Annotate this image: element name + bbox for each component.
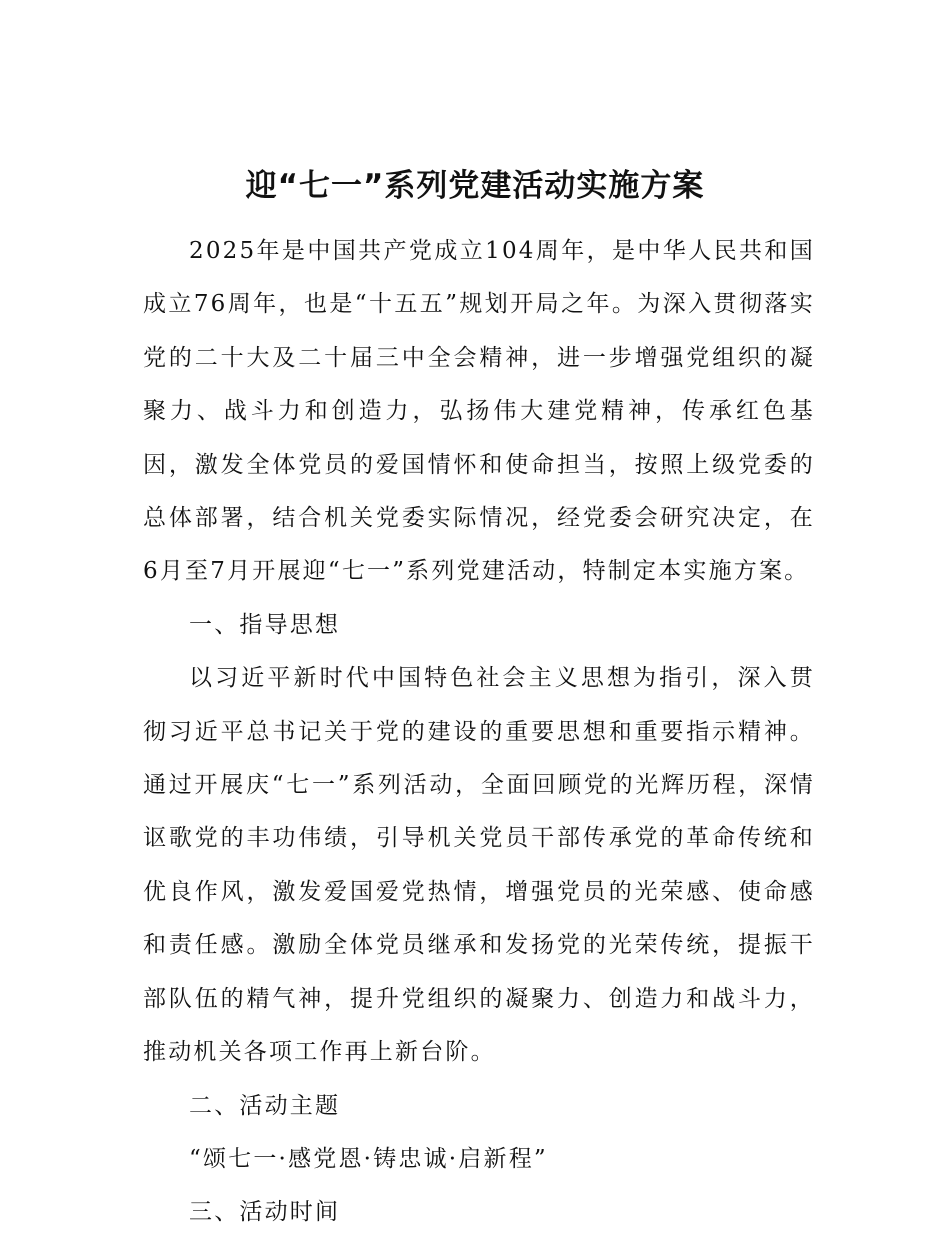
section-heading-guiding-ideology: 一、指导思想 [189, 611, 341, 638]
guiding-ideology-paragraph: 以习近平新时代中国特色社会主义思想为指引，深入贯彻习近平总书记关于党的建设的重要思想和重要指示精神。通过开展庆“七一”系列活动，全面回顾党的光辉历程，深情讴歌党的丰功伟绩，引导机关党员干部传承党的革命传统和优良作风，激发爱国爱党热情，增强党员的光荣感、使命感和责任感。激励全体党员继承和发扬党的光荣传统，提振干部队伍的精气神，提升党组织的凝聚力、创造力和战斗力，推动机关各项工作再上新台阶。 [143, 665, 815, 1066]
document-body [143, 225, 815, 1240]
activity-theme-text: “颂七一·感党恩·铸忠诚·启新程” [189, 1145, 548, 1172]
section-heading-activity-time: 三、活动时间 [189, 1199, 341, 1226]
intro-paragraph: 2025年是中国共产党成立104周年，是中华人民共和国成立76周年，也是“十五五”规划开局之年。为深入贯彻落实党的二十大及二十届三中全会精神，进一步增强党组织的凝聚力、战斗力和创造力，弘扬伟大建党精神，传承红色基因，激发全体党员的爱国情怀和使命担当，按照上级党委的总体部署，结合机关党委实际情况，经党委会研究决定，在6月至7月开展迎“七一”系列党建活动，特制定本实施方案。 [143, 238, 815, 585]
section-heading-activity-theme: 二、活动主题 [189, 1092, 341, 1119]
document-title: 迎“七一”系列党建活动实施方案 [245, 168, 705, 204]
